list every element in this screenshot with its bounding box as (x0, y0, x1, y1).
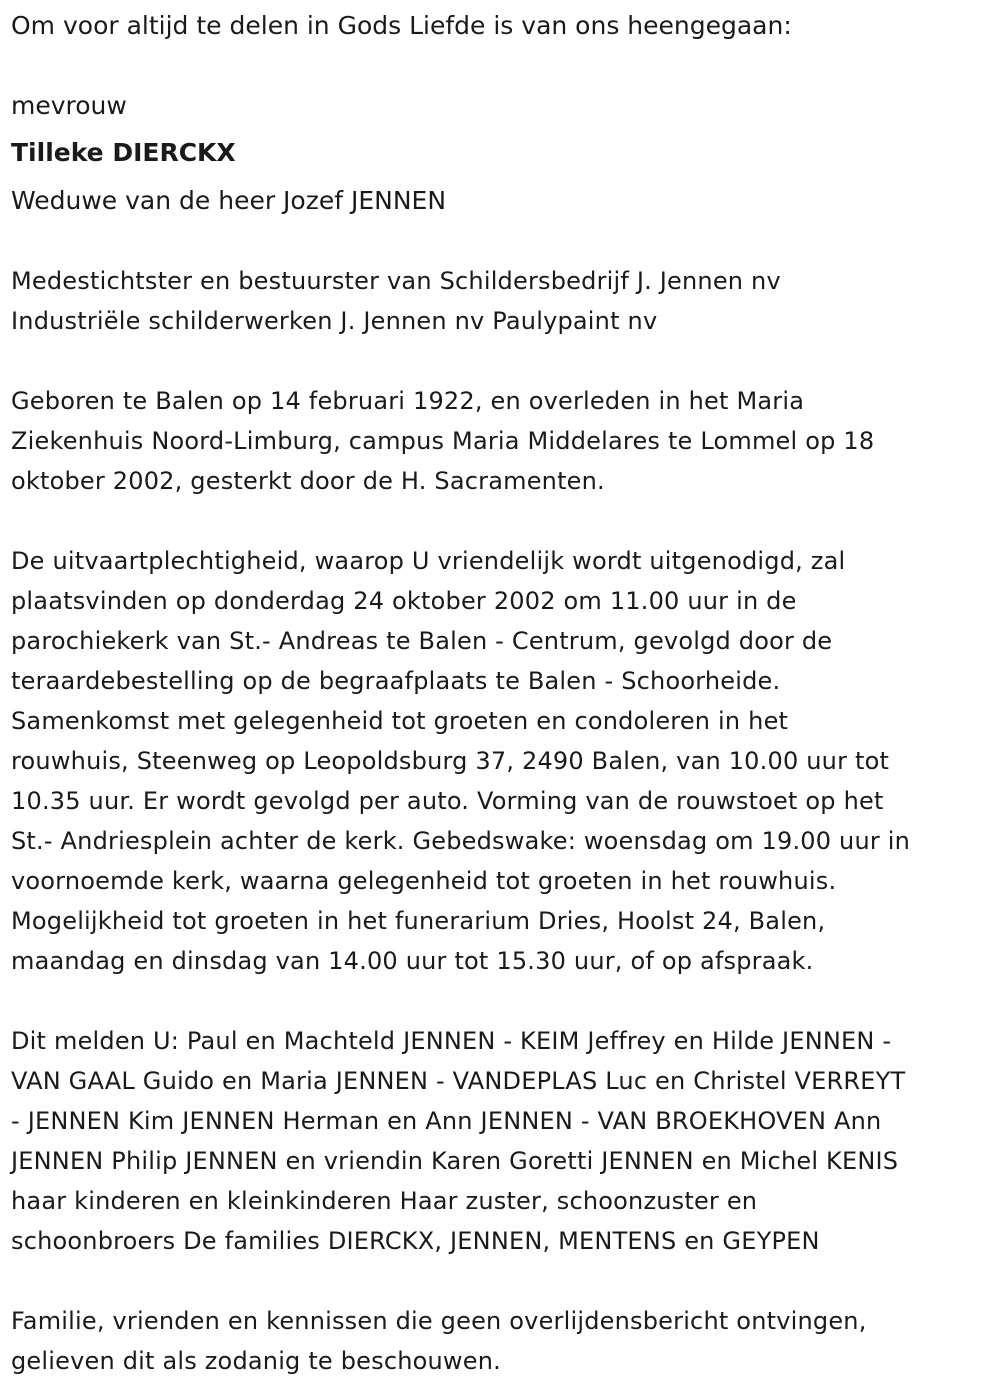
funeral-line: De uitvaartplechtigheid, waarop U vriendelijk wordt uitgenodigd, zal (11, 547, 846, 575)
funeral-line: voornoemde kerk, waarna gelegenheid tot groeten in het rouwhuis. (11, 867, 837, 895)
funeral-line: maandag en dinsdag van 14.00 uur tot 15.30 uur, of op afspraak. (11, 947, 814, 975)
deceased-name: Tilleke DIERCKX (11, 138, 236, 167)
birth-death-line: Geboren te Balen op 14 februari 1922, en overleden in het Maria (11, 387, 805, 415)
family-line: JENNEN Philip JENNEN en vriendin Karen Goretti JENNEN en Michel KENIS (11, 1147, 899, 1175)
closing-line: Familie, vrienden en kennissen die geen overlijdensbericht ontvingen, (11, 1307, 867, 1335)
birth-death-paragraph (11, 381, 991, 501)
family-line: - JENNEN Kim JENNEN Herman en Ann JENNEN - VAN BROEKHOVEN Ann (11, 1107, 882, 1135)
funeral-line: Samenkomst met gelegenheid tot groeten en condoleren in het (11, 707, 789, 735)
widow-of-text: Weduwe van de heer Jozef JENNEN (11, 186, 447, 215)
funeral-line: 10.35 uur. Er wordt gevolgd per auto. Vorming van de rouwstoet op het (11, 787, 884, 815)
funeral-line: St.- Andriesplein achter de kerk. Gebedswake: woensdag om 19.00 uur in (11, 827, 911, 855)
funeral-line: Mogelijkheid tot groeten in het funerarium Dries, Hoolst 24, Balen, (11, 907, 826, 935)
company-line: Medestichtster en bestuurster van Schildersbedrijf J. Jennen nv (11, 267, 781, 295)
birth-death-line: Ziekenhuis Noord-Limburg, campus Maria Middelares te Lommel op 18 (11, 427, 875, 455)
family-line: schoonbroers De families DIERCKX, JENNEN, MENTENS en GEYPEN (11, 1227, 820, 1255)
company-paragraph (11, 261, 991, 341)
family-line: VAN GAAL Guido en Maria JENNEN - VANDEPLAS Luc en Christel VERREYT (11, 1067, 906, 1095)
closing-line: gelieven dit als zodanig te beschouwen. (11, 1347, 501, 1375)
family-line: Dit melden U: Paul en Machteld JENNEN - KEIM Jeffrey en Hilde JENNEN - (11, 1027, 892, 1055)
intro-text: Om voor altijd te delen in Gods Liefde is van ons heengegaan: (11, 11, 792, 40)
closing-paragraph (11, 1301, 991, 1381)
family-line: haar kinderen en kleinkinderen Haar zuster, schoonzuster en (11, 1187, 758, 1215)
funeral-line: rouwhuis, Steenweg op Leopoldsburg 37, 2490 Balen, van 10.00 uur tot (11, 747, 890, 775)
funeral-paragraph (11, 541, 991, 981)
salutation: mevrouw (11, 91, 127, 120)
funeral-line: teraardebestelling op de begraafplaats te Balen - Schoorheide. (11, 667, 781, 695)
birth-death-line: oktober 2002, gesterkt door de H. Sacramenten. (11, 467, 605, 495)
funeral-line: plaatsvinden op donderdag 24 oktober 2002 om 11.00 uur in de (11, 587, 797, 615)
family-paragraph (11, 1021, 991, 1261)
company-line: Industriële schilderwerken J. Jennen nv Paulypaint nv (11, 307, 658, 335)
funeral-line: parochiekerk van St.- Andreas te Balen - Centrum, gevolgd door de (11, 627, 833, 655)
